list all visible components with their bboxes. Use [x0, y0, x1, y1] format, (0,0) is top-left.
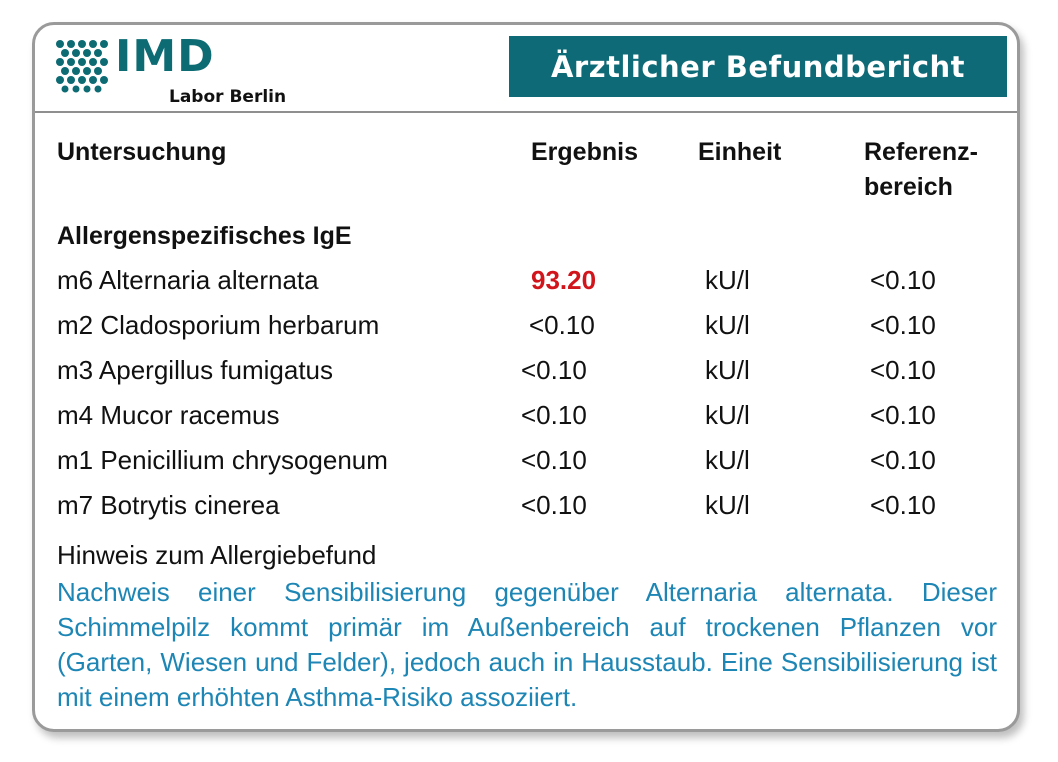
logo: [55, 31, 287, 107]
row-3-result: <0.10: [521, 400, 587, 430]
row-4-unit: kU/l: [705, 445, 750, 475]
row-1-reference: <0.10: [870, 310, 936, 340]
column-header-reference-line1: Referenz-: [864, 138, 978, 166]
row-3-unit: kU/l: [705, 400, 750, 430]
row-0-unit: kU/l: [705, 265, 750, 295]
row-4-test: m1 Penicillium chrysogenum: [57, 445, 388, 475]
row-0-result: 93.20: [531, 265, 597, 295]
section-title: Allergenspezifisches IgE: [57, 222, 352, 250]
row-5-result: <0.10: [521, 490, 587, 520]
row-5-test: m7 Botrytis cinerea: [57, 490, 280, 520]
row-1-test: m2 Cladosporium herbarum: [57, 310, 380, 340]
row-2-test: m3 Apergillus fumigatus: [57, 355, 334, 385]
column-header-reference-line2: bereich: [864, 173, 953, 201]
row-4-reference: <0.10: [870, 445, 936, 475]
note-title: Hinweis zum Allergiebefund: [57, 540, 377, 570]
logo-subtitle: Labor Berlin: [169, 87, 287, 107]
row-0-reference: <0.10: [870, 265, 936, 295]
report-title: Ärztlicher Befundbericht: [509, 36, 1007, 97]
column-header-reference: [864, 135, 978, 205]
row-5-reference: <0.10: [870, 490, 936, 520]
row-3-test: m4 Mucor racemus: [57, 400, 280, 430]
row-2-unit: kU/l: [705, 355, 750, 385]
column-header-test: Untersuchung: [57, 138, 227, 166]
row-2-reference: <0.10: [870, 355, 936, 385]
row-2-result: <0.10: [521, 355, 587, 385]
logo-name: IMD: [115, 31, 215, 82]
row-1-result: <0.10: [529, 310, 595, 340]
column-header-unit: Einheit: [698, 138, 782, 166]
row-3-reference: <0.10: [870, 400, 936, 430]
column-header-result: Ergebnis: [531, 138, 638, 166]
row-0-test: m6 Alternaria alternata: [57, 265, 319, 295]
row-1-unit: kU/l: [705, 310, 750, 340]
report-card: [32, 22, 1020, 732]
header-divider: [35, 111, 1017, 113]
row-5-unit: kU/l: [705, 490, 750, 520]
note-body: Nachweis einer Sensibilisierung gegenüber Alternaria alternata. Dieser Schimmelpilz kommt primär im Außenbereich auf trockenen Pflanzen vor (Garten, Wiesen und Felder), jedoch auch in Hausstaub. Eine Sensibilisierung ist mit einem erhöhten Asthma-Risiko assoziiert.: [57, 577, 997, 712]
logo-dots-icon: [55, 39, 109, 93]
row-4-result: <0.10: [521, 445, 587, 475]
